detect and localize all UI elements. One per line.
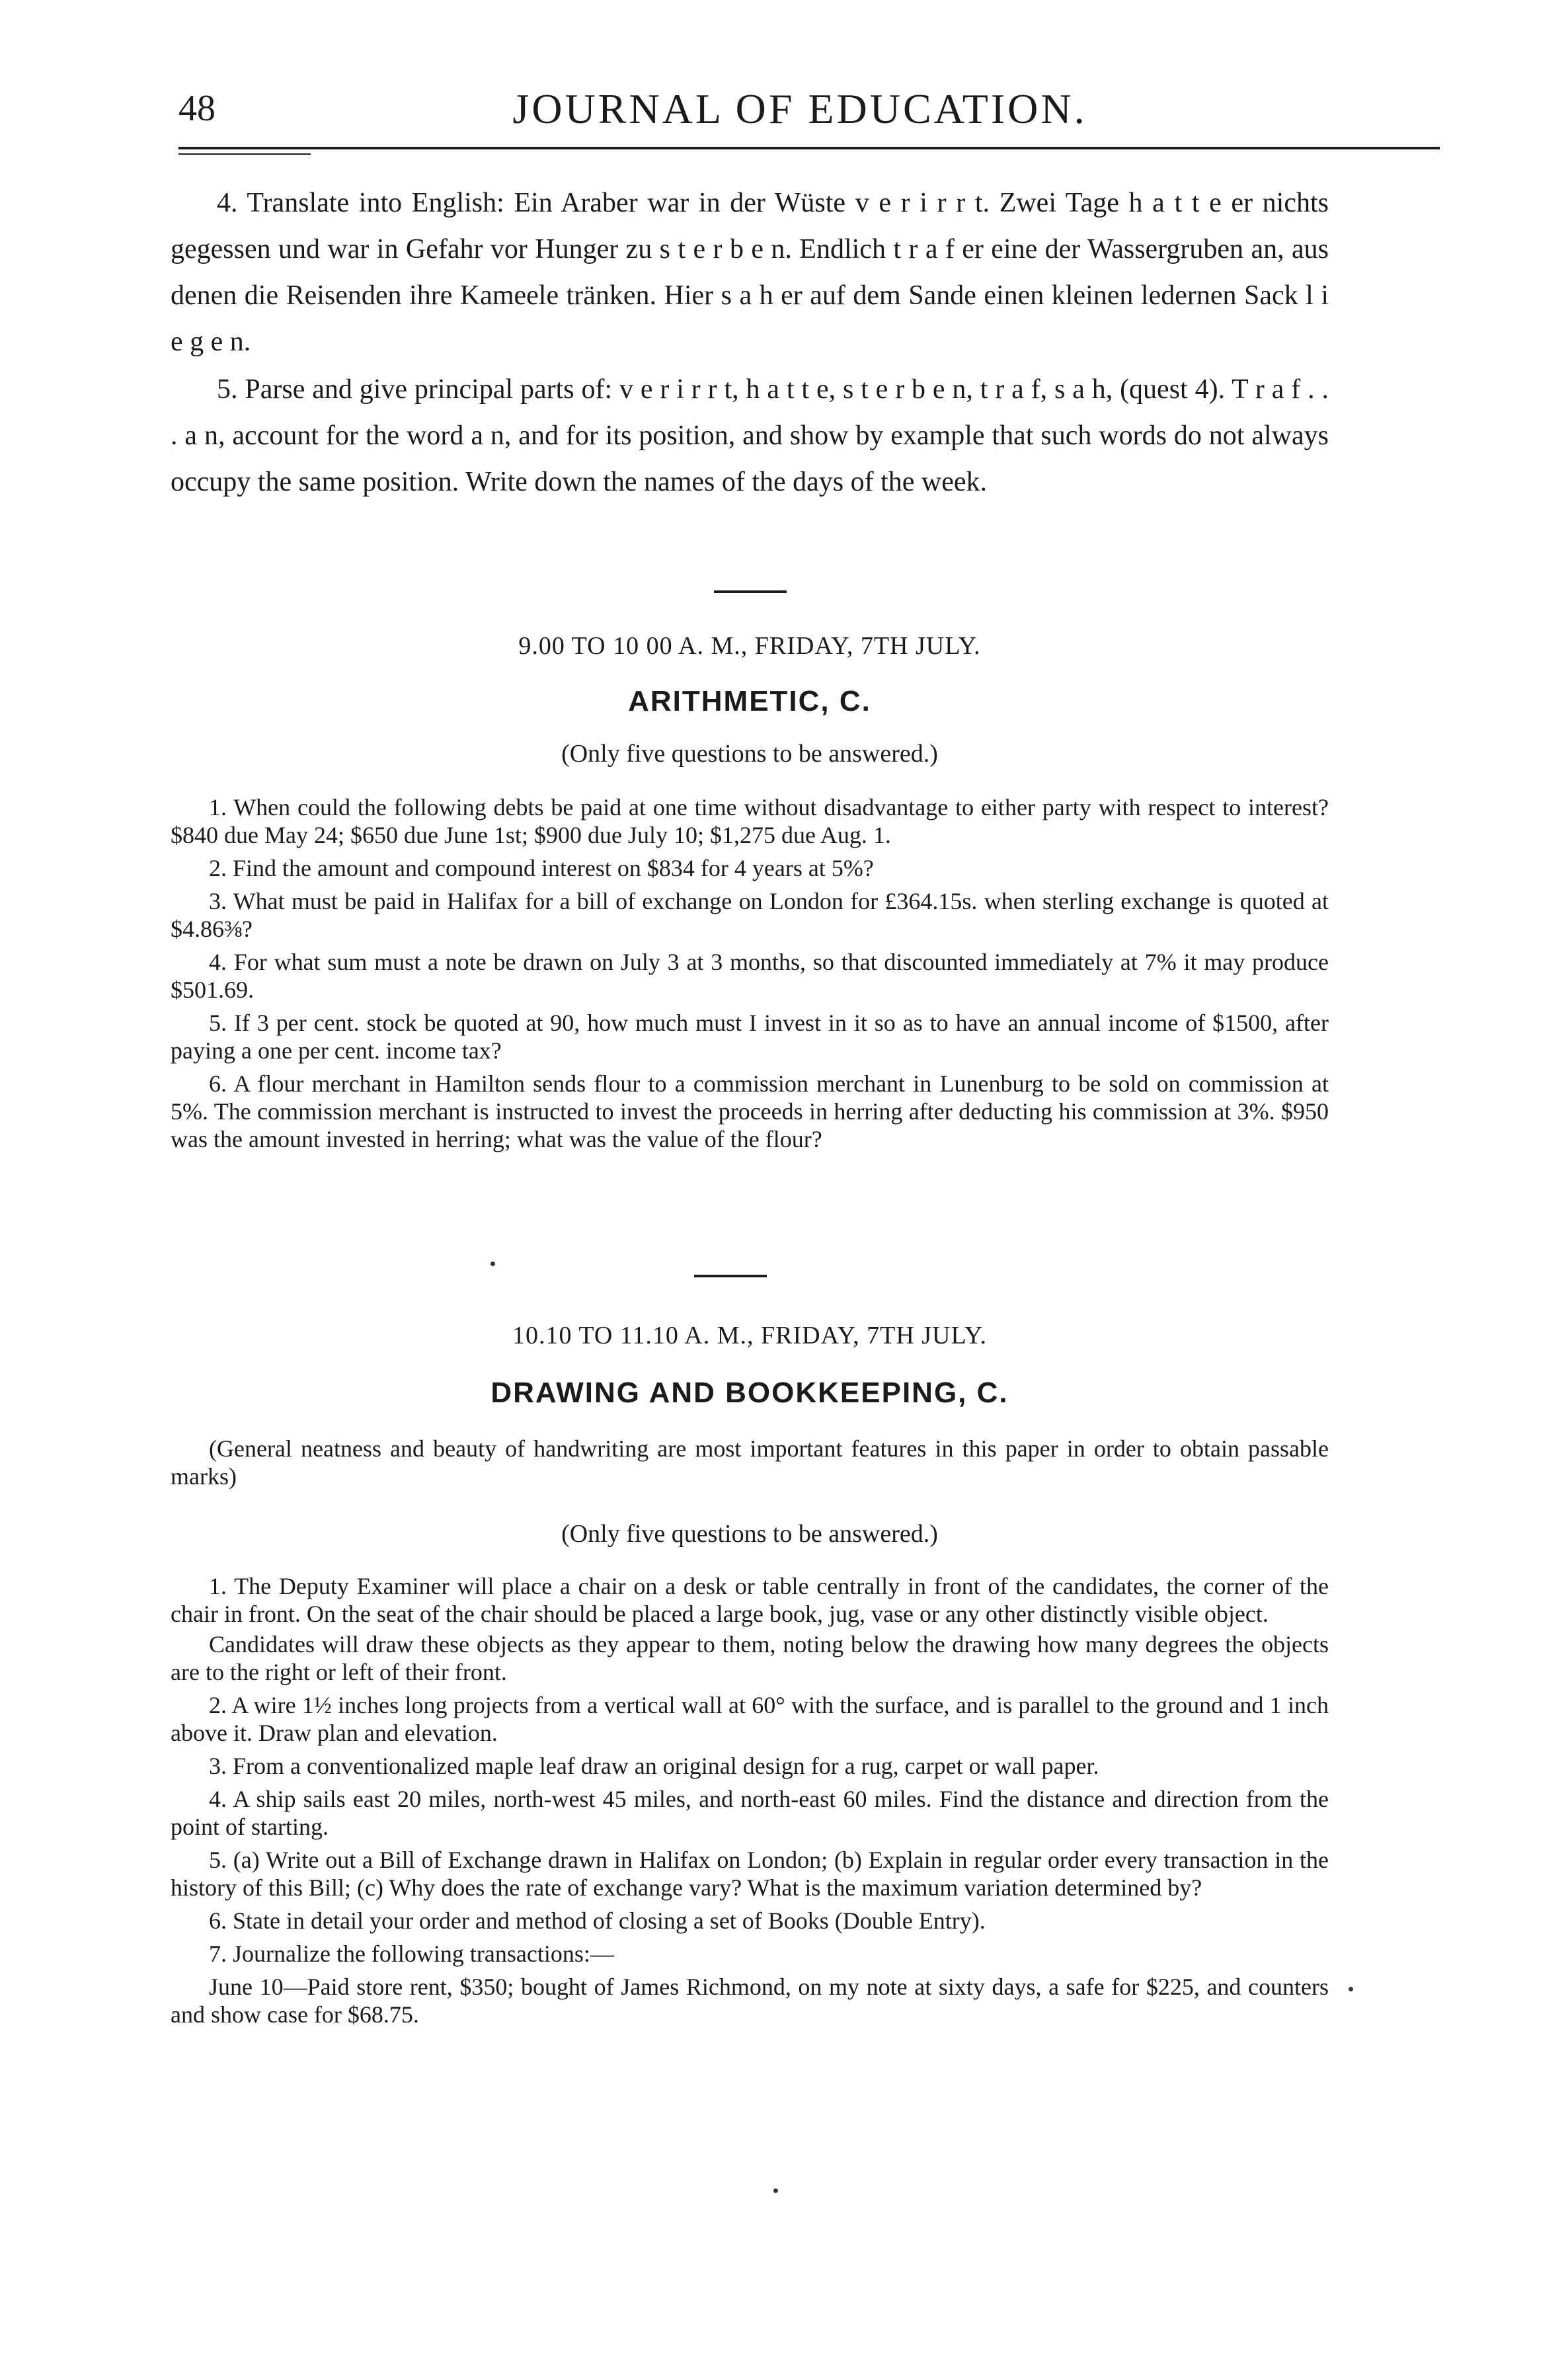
arithmetic-question-4: 4. For what sum must a note be drawn on July 3 at 3 months, so that discounted immediately at 7% it may produce $501.69. [171, 949, 1329, 1003]
drawing-question-1-continued: Candidates will draw these objects as they appear to them, noting below the drawing how many degrees the objects are to the right or left of their front. [171, 1631, 1329, 1685]
drawing-question-2: 2. A wire 1½ inches long projects from a vertical wall at 60° with the surface, and is parallel to the ground and 1 inch above it. Draw plan and elevation. [171, 1692, 1329, 1746]
drawing-instruction: (Only five questions to be answered.) [561, 1520, 938, 1548]
arithmetic-question-2: 2. Find the amount and compound interest on $834 for 4 years at 5%? [209, 855, 874, 881]
german-question-4: 4. Translate into English: Ein Araber war in der Wüste v e r i r r t. Zwei Tage h a t t e er nichts gegessen und war in Gefahr vor Hunger zu s t e r b e n. Endlich t r a f er eine der Wassergruben an, aus denen die Reisenden ihre Kameele tränken. Hier s a h er auf dem Sande einen kleinen ledernen Sack l i e g e n. [171, 188, 1329, 357]
drawing-questions [171, 1572, 1329, 2034]
arithmetic-question-3: 3. What must be paid in Halifax for a bill of exchange on London for £364.15s. when sterling exchange is quoted at $4.86⅜? [171, 888, 1329, 942]
drawing-note-block [171, 1435, 1329, 1496]
drawing-note: (General neatness and beauty of handwriting are most important features in this paper in order to obtain passable marks) [171, 1435, 1329, 1490]
stray-mark [1349, 1987, 1353, 1991]
arithmetic-title: ARITHMETIC, C. [628, 685, 871, 717]
arithmetic-question-1: 1. When could the following debts be paid at one time without disadvantage to either party with respect to interest? $840 due May 24; $650 due June 1st; $900 due July 10; $1,275 due Aug. 1. [171, 794, 1329, 848]
running-title: JOURNAL OF EDUCATION. [512, 85, 1087, 132]
drawing-question-6: 6. State in detail your order and method of closing a set of Books (Double Entry). [209, 1907, 986, 1934]
drawing-time: 10.10 TO 11.10 A. M., FRIDAY, 7TH JULY. [512, 1322, 987, 1349]
page-header [159, 78, 1441, 138]
stray-mark [490, 1261, 495, 1266]
arithmetic-questions [171, 793, 1329, 1158]
header-rule [178, 147, 1440, 149]
page-number: 48 [178, 88, 216, 129]
drawing-question-5: 5. (a) Write out a Bill of Exchange drawn in Halifax on London; (b) Explain in regular order every transaction in the history of this Bill; (c) Why does the rate of exchange vary? What is the maximum variation determined by? [171, 1847, 1329, 1901]
german-questions [171, 180, 1329, 505]
drawing-question-3: 3. From a conventionalized maple leaf draw an original design for a rug, carpet or wall paper. [209, 1753, 1099, 1779]
section-divider [714, 590, 787, 593]
stray-mark [773, 2188, 778, 2193]
arithmetic-question-6: 6. A flour merchant in Hamilton sends flour to a commission merchant in Lunenburg to be sold on commission at 5%. The commission merchant is instructed to invest the proceeds in herring after deducting his commission at 3%. $950 was the amount invested in herring; what was the value of the flour? [171, 1070, 1329, 1152]
arithmetic-instruction: (Only five questions to be answered.) [561, 740, 938, 768]
drawing-question-7: 7. Journalize the following transactions:— [209, 1940, 614, 1967]
drawing-question-1: 1. The Deputy Examiner will place a chair on a desk or table centrally in front of the candidates, the corner of the chair in front. On the seat of the chair should be placed a large book, jug, vase or any other distinctly visible object. [171, 1573, 1329, 1627]
drawing-question-4: 4. A ship sails east 20 miles, north-west 45 miles, and north-east 60 miles. Find the distance and direction from the point of starting. [171, 1786, 1329, 1840]
journal-entry-june-10: June 10—Paid store rent, $350; bought of James Richmond, on my note at sixty days, a safe for $225, and counters and show case for $68.75. [171, 1974, 1329, 2028]
arithmetic-question-5: 5. If 3 per cent. stock be quoted at 90, how much must I invest in it so as to have an annual income of $1500, after paying a one per cent. income tax? [171, 1010, 1329, 1064]
german-question-5: 5. Parse and give principal parts of: v e r i r r t, h a t t e, s t e r b e n, t r a f, s a h, (quest 4). T r a f . . . a n, account for the word a n, and for its position, and show by example that such words do not always occupy the same position. Write down the names of the days of the week. [171, 374, 1329, 497]
drawing-title: DRAWING AND BOOKKEEPING, C. [490, 1377, 1009, 1409]
header-rule-short [178, 153, 311, 155]
arithmetic-time: 9.00 TO 10 00 A. M., FRIDAY, 7TH JULY. [518, 632, 981, 660]
section-divider [694, 1275, 767, 1277]
